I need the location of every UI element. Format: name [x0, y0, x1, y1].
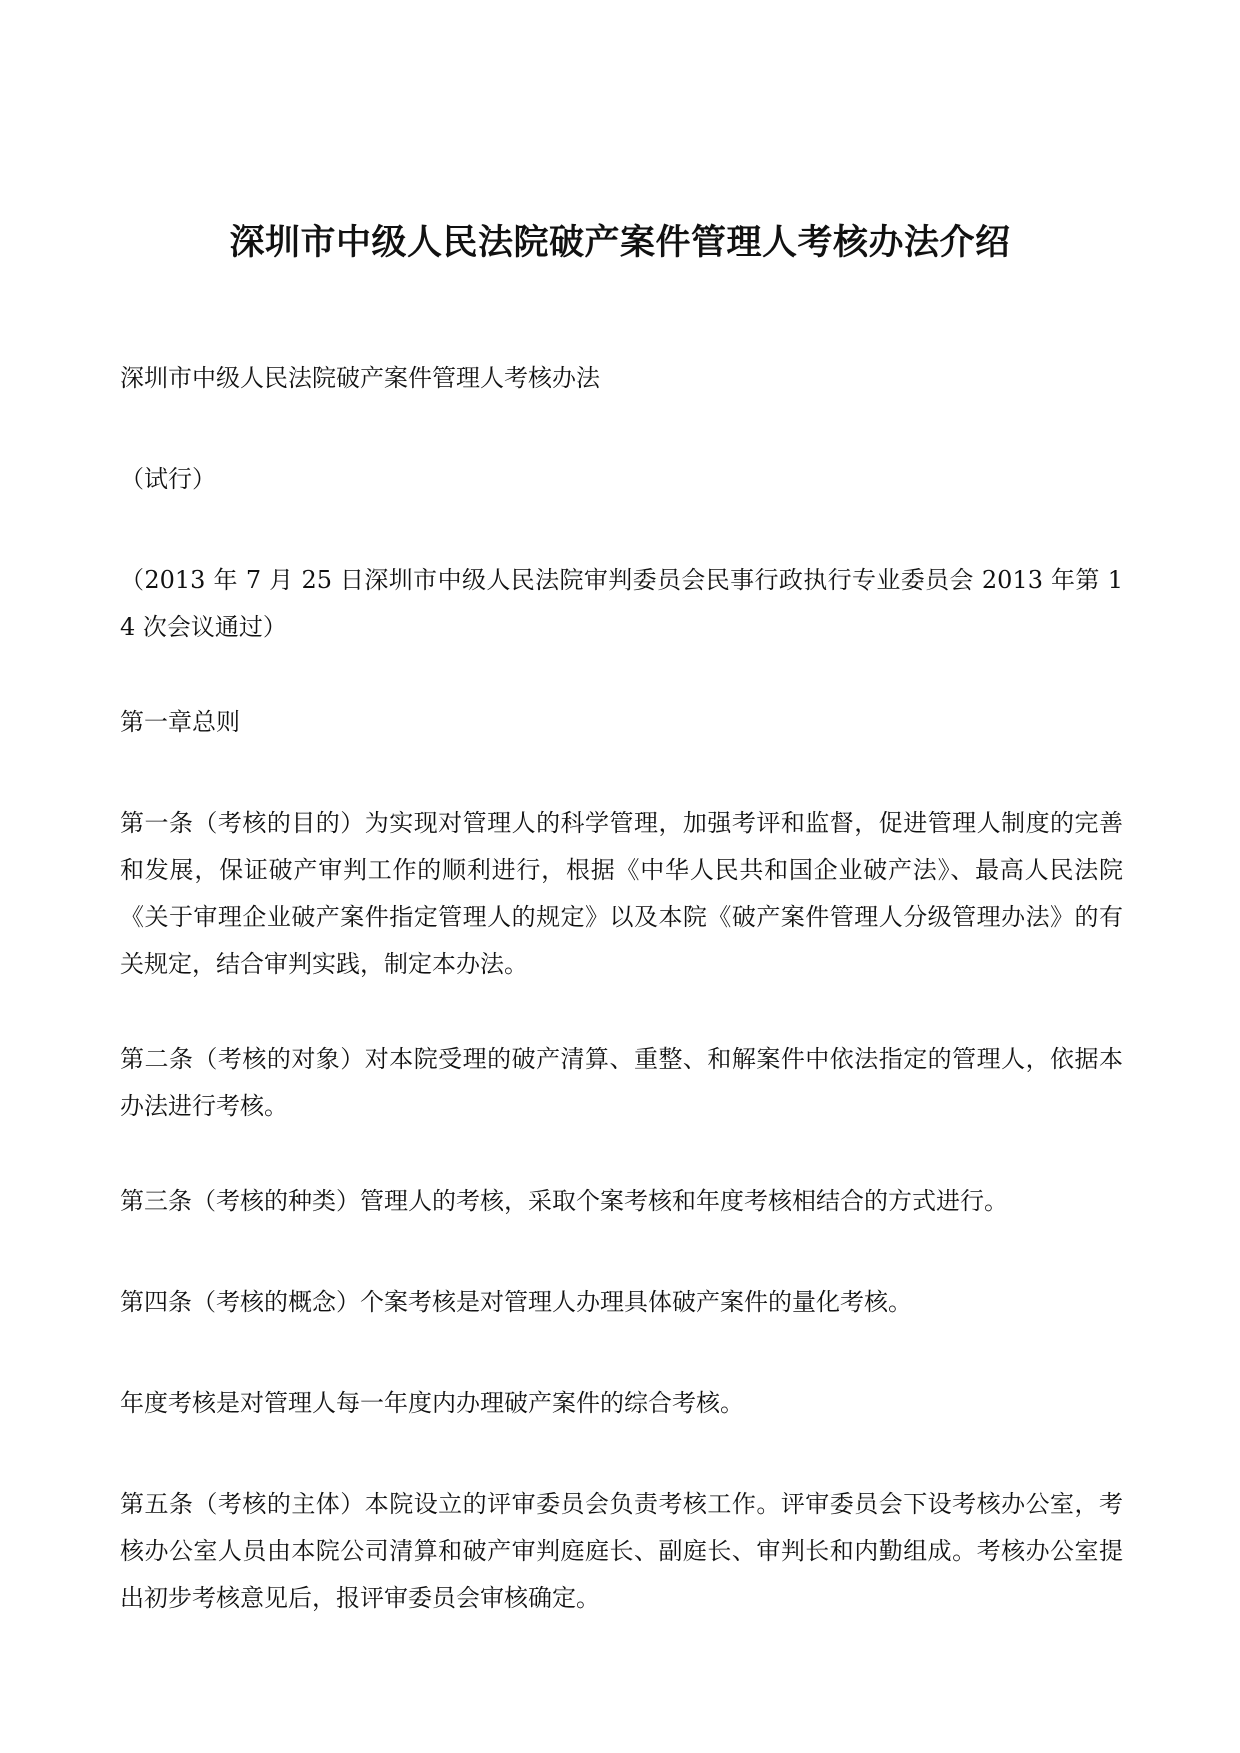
article-5-paragraph: 第五条（考核的主体）本院设立的评审委员会负责考核工作。评审委员会下设考核办公室，考核办公室人员由本院公司清算和破产审判庭庭长、副庭长、审判长和内勤组成。考核办公室提出初步考核意见后，报评审委员会审核确定。 [120, 1490, 1123, 1612]
document-title: 深圳市中级人民法院破产案件管理人考核办法介绍 [229, 222, 1011, 263]
article-2-paragraph: 第二条（考核的对象）对本院受理的破产清算、重整、和解案件中依法指定的管理人，依据本办法进行考核。 [120, 1045, 1123, 1120]
trial-note-paragraph: （试行） [120, 465, 216, 493]
article-1-paragraph: 第一条（考核的目的）为实现对管理人的科学管理，加强考评和监督，促进管理人制度的完善和发展，保证破产审判工作的顺利进行，根据《中华人民共和国企业破产法》、最高人民法院《关于审理企业破产案件指定管理人的规定》以及本院《破产案件管理人分级管理办法》的有关规定，结合审判实践，制定本办法。 [120, 809, 1123, 978]
document-body [120, 355, 1123, 1676]
annual-assessment-paragraph: 年度考核是对管理人每一年度内办理破产案件的综合考核。 [120, 1389, 744, 1417]
adoption-note-paragraph: （2013 年 7 月 25 日深圳市中级人民法院审判委员会民事行政执行专业委员会 2013 年第 14 次会议通过） [120, 566, 1123, 641]
article-3-paragraph: 第三条（考核的种类）管理人的考核，采取个案考核和年度考核相结合的方式进行。 [120, 1187, 1008, 1215]
subtitle-paragraph: 深圳市中级人民法院破产案件管理人考核办法 [120, 364, 600, 392]
chapter-heading: 第一章总则 [120, 708, 240, 736]
article-4-paragraph: 第四条（考核的概念）个案考核是对管理人办理具体破产案件的量化考核。 [120, 1288, 912, 1316]
